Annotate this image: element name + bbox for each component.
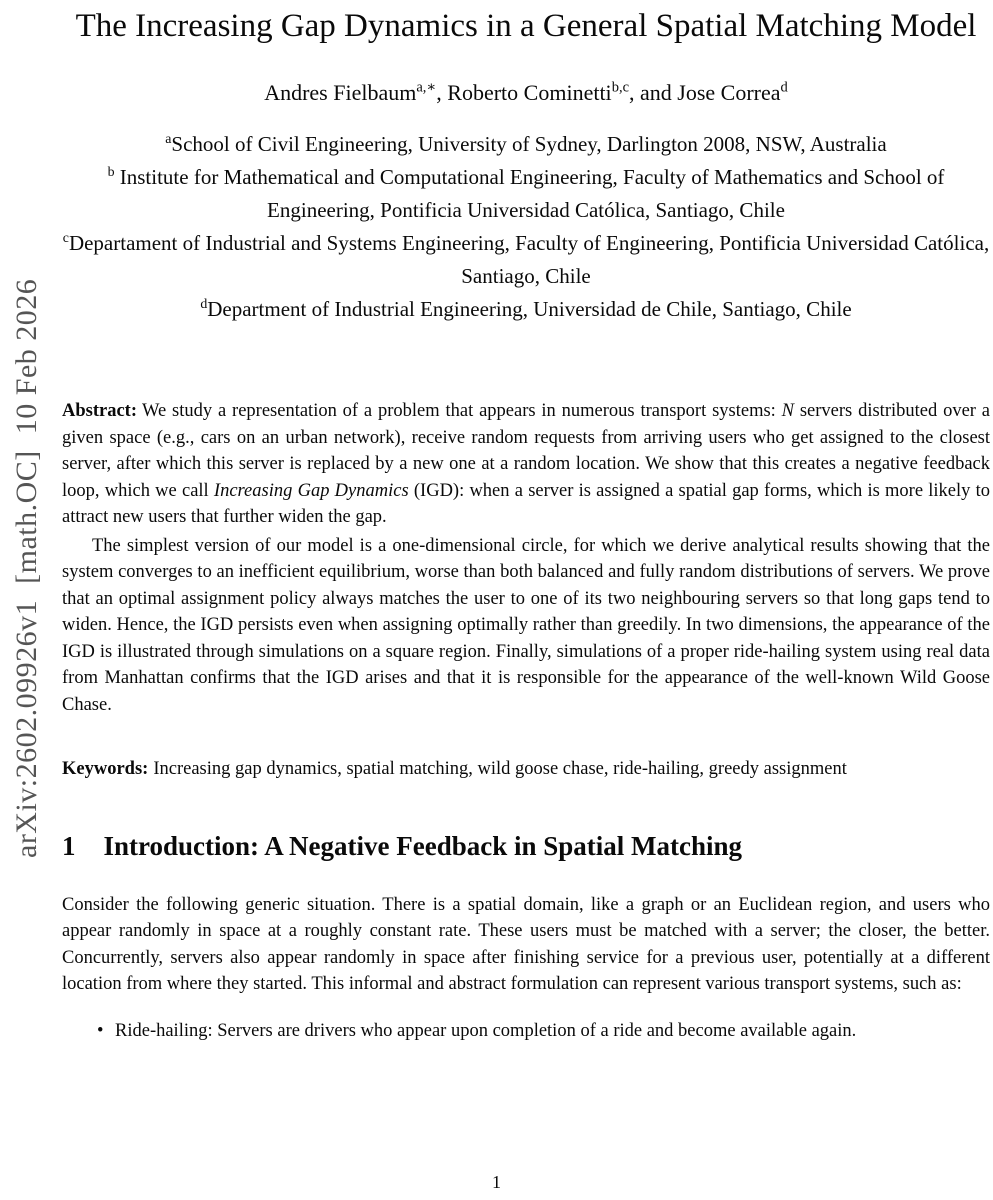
paper-title: The Increasing Gap Dynamics in a General Spatial Matching Model <box>75 8 977 44</box>
page-number: 1 <box>492 1172 501 1192</box>
abstract-paragraph-1 <box>62 398 990 531</box>
keywords-text: Increasing gap dynamics, spatial matching, wild goose chase, ride-hailing, greedy assignment <box>153 759 847 779</box>
affiliation-text: School of Civil Engineering, University of Sydney, Darlington 2008, NSW, Australia <box>171 132 887 156</box>
abstract-paragraph-1-text: We study a representation of a problem that appears in numerous transport systems: N servers distributed over a given space (e.g., cars on an urban network), receive random requests from arriving users who get assigned to the closest server, after which this server is replaced by a new one at a random location. We show that this creates a negative feedback loop, which we call Increasing Gap Dynamics (IGD): when a server is assigned a spatial gap forms, which is more likely to attract new users that further widen the gap. <box>62 401 991 527</box>
bullet-item <box>62 1018 990 1045</box>
author-separator: , and <box>629 80 678 105</box>
abstract <box>62 398 990 718</box>
author-name: Roberto Cominetti <box>447 80 612 105</box>
affiliation-text: Department of Industrial Engineering, Universidad de Chile, Santiago, Chile <box>207 297 852 321</box>
abstract-paragraph-2: The simplest version of our model is a one-dimensional circle, for which we derive analytical results showing that the system converges to an inefficient equilibrium, worse than both balanced and fully random distributions of servers. We prove that an optimal assignment policy always matches the user to one of its two neighbouring servers so that long gaps tend to widen. Hence, the IGD persists even when assigning optimally rather than greedily. In two dimensions, the appearance of the IGD is illustrated through simulations on a square region. Finally, simulations of a proper ride-hailing system using real data from Manhattan confirms that the IGD arises and that it is responsible for the appearance of the well-known Wild Goose Chase. <box>62 535 990 715</box>
affiliation-superscript: d <box>200 296 208 311</box>
affiliation-text: Departament of Industrial and Systems Engineering, Faculty of Engineering, Pontificia Universidad Católica, Santiago, Chile <box>68 231 990 288</box>
affiliation-line <box>62 161 990 227</box>
author-superscript: d <box>780 79 788 96</box>
section-heading <box>62 831 990 862</box>
affiliation-line <box>62 128 990 161</box>
arxiv-watermark: arXiv:2602.09926v1 [math.OC] 10 Feb 2026 <box>10 278 43 858</box>
bullet-text: Ride-hailing: Servers are drivers who appear upon completion of a ride and become available again. <box>115 1020 857 1041</box>
author-name: Jose Correa <box>677 80 781 105</box>
affiliation-text: Institute for Mathematical and Computational Engineering, Faculty of Mathematics and School of Engineering, Pontificia Universidad Católica, Santiago, Chile <box>114 165 945 222</box>
bullet-marker-icon: • <box>97 1020 104 1041</box>
author-superscript: b,c <box>611 79 630 96</box>
author-superscript: a,∗ <box>416 79 437 96</box>
authors-line <box>62 80 990 106</box>
affiliations <box>62 128 990 326</box>
bullet-list <box>62 1018 990 1045</box>
affiliation-superscript: c <box>62 230 69 245</box>
author-name: Andres Fielbaum <box>264 80 417 105</box>
abstract-label: Abstract: <box>62 401 138 421</box>
section-number: 1 <box>62 830 76 861</box>
affiliation-superscript: b <box>107 164 115 179</box>
author-separator: , <box>436 80 448 105</box>
affiliation-line <box>62 293 990 326</box>
keywords-label: Keywords: <box>62 759 149 779</box>
paper-page <box>62 0 990 1044</box>
affiliation-superscript: a <box>165 131 172 146</box>
intro-paragraph: Consider the following generic situation. There is a spatial domain, like a graph or an Euclidean region, and users who appear randomly in space at a roughly constant rate. These users must be matched with a server; the closer, the better. Concurrently, servers also appear randomly in space after finishing service for a previous user, potentially at a different location from where they started. This informal and abstract formulation can represent various transport systems, such as: <box>62 894 990 994</box>
keywords <box>62 756 990 783</box>
affiliation-line <box>62 227 990 293</box>
section-title: Introduction: A Negative Feedback in Spatial Matching <box>103 830 743 861</box>
